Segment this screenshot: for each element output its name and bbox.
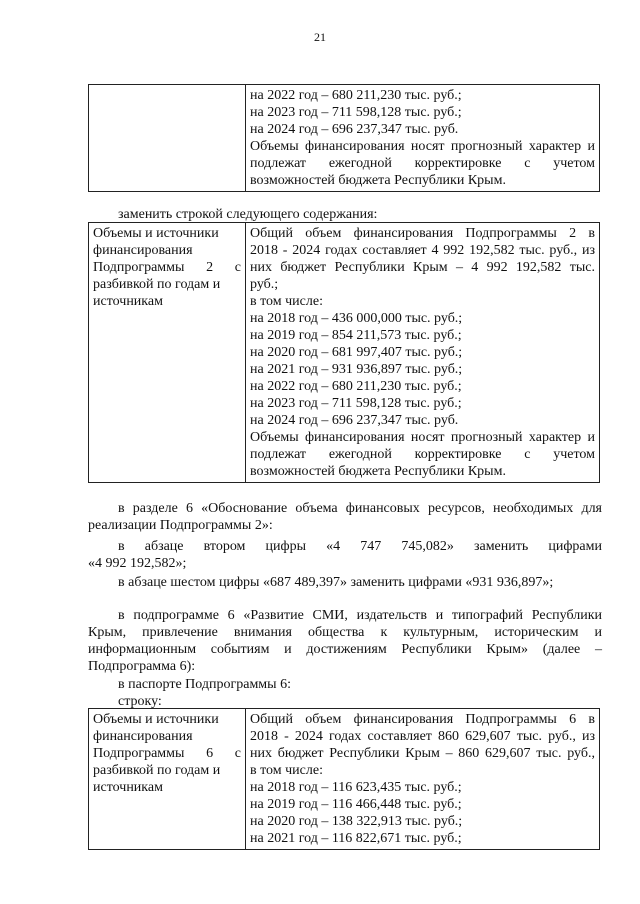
table-line: Подпрограммы 2 с [93,260,241,275]
table-left-cell [89,709,246,850]
table-line: Подпрограммы 6 с [93,746,241,761]
table-line: возможностей бюджета Республики Крым. [250,173,506,188]
paragraph-line: информационным событиям и достижениям Республики Крым» (далее – [88,642,602,657]
page-number: 21 [314,30,326,44]
subprogram-6-paragraph [88,607,602,675]
paragraph-line: Подпрограмма 6): [88,659,196,674]
table-line: на 2019 год – 854 211,573 тыс. руб.; [250,328,462,343]
table-line: источникам [93,780,163,795]
section-6-edit-2: в абзаце шестом цифры «687 489,397» заменить цифрами «931 936,897»; [118,575,554,590]
paragraph-line: в абзаце втором цифры «4 747 745,082» заменить цифрами [118,539,602,554]
table-line: на 2020 год – 681 997,407 тыс. руб.; [250,345,463,360]
table-line: на 2022 год – 680 211,230 тыс. руб.; [250,88,462,103]
table-line: на 2022 год – 680 211,230 тыс. руб.; [250,379,462,394]
table-line: Общий объем финансирования Подпрограммы 6 в [250,712,595,727]
table-line: разбивкой по годам и [93,763,221,778]
table-line: Объемы и источники [93,712,219,727]
table-line: Объемы финансирования носят прогнозный характер и [250,139,595,154]
table-line: финансирования [93,729,193,744]
table-line: в том числе: [250,294,323,309]
table-line: руб.; [250,277,279,292]
table-line: на 2024 год – 696 237,347 тыс. руб. [250,413,459,428]
paragraph-line: «4 992 192,582»; [88,556,187,571]
table-line: на 2021 год – 116 822,671 тыс. руб.; [250,831,462,846]
table-line: возможностей бюджета Республики Крым. [250,464,506,479]
table-right-cell [246,709,600,850]
table-right-cell [246,223,600,483]
paragraph-line: Крым, привлечение внимания общества к культурным, историческим и [88,625,602,640]
table-line: разбивкой по годам и [93,277,221,292]
paragraph-line: в разделе 6 «Обоснование объема финансовых ресурсов, необходимых для [118,501,602,516]
table-line: 2018 - 2024 годах составляет 4 992 192,582 тыс. руб., из [250,243,595,258]
table-continuation [88,84,600,192]
paragraph-line: в подпрограмме 6 «Развитие СМИ, издательств и типографий Республики [118,608,602,623]
table-line: на 2023 год – 711 598,128 тыс. руб.; [250,396,462,411]
table-line: на 2018 год – 116 623,435 тыс. руб.; [250,780,462,795]
table-line: Объемы финансирования носят прогнозный характер и [250,430,595,445]
table-line: Объемы и источники [93,226,219,241]
table-line: подлежат ежегодной корректировке с учетом [250,156,595,171]
paragraph-line: реализации Подпрограммы 2»: [88,518,273,533]
table-line: 2018 - 2024 годах составляет 860 629,607 тыс. руб., из [250,729,595,744]
replace-instruction: заменить строкой следующего содержания: [118,207,378,222]
table-right-cell [246,85,600,192]
row-line: строку: [118,694,162,709]
table-line: на 2023 год – 711 598,128 тыс. руб.; [250,105,462,120]
table-line: на 2021 год – 931 936,897 тыс. руб.; [250,362,463,377]
table-line: на 2024 год – 696 237,347 тыс. руб. [250,122,459,137]
section-6-paragraph [88,500,602,534]
table-line: подлежат ежегодной корректировке с учетом [250,447,595,462]
table-line: них бюджет Республики Крым – 4 992 192,582 тыс. [250,260,595,275]
table-line: финансирования [93,243,193,258]
table-line: в том числе: [250,763,323,778]
table-line: Общий объем финансирования Подпрограммы 2 в [250,226,595,241]
table-line: на 2020 год – 138 322,913 тыс. руб.; [250,814,463,829]
passport-line: в паспорте Подпрограммы 6: [118,677,291,692]
table-line: источникам [93,294,163,309]
section-6-edit [88,538,602,572]
table-subprogram-2 [88,222,600,483]
table-line: на 2019 год – 116 466,448 тыс. руб.; [250,797,462,812]
table-line: них бюджет Республики Крым – 860 629,607 тыс. руб., [250,746,595,761]
table-left-cell [89,85,246,192]
table-line: на 2018 год – 436 000,000 тыс. руб.; [250,311,463,326]
table-left-cell [89,223,246,483]
table-subprogram-6 [88,708,600,850]
